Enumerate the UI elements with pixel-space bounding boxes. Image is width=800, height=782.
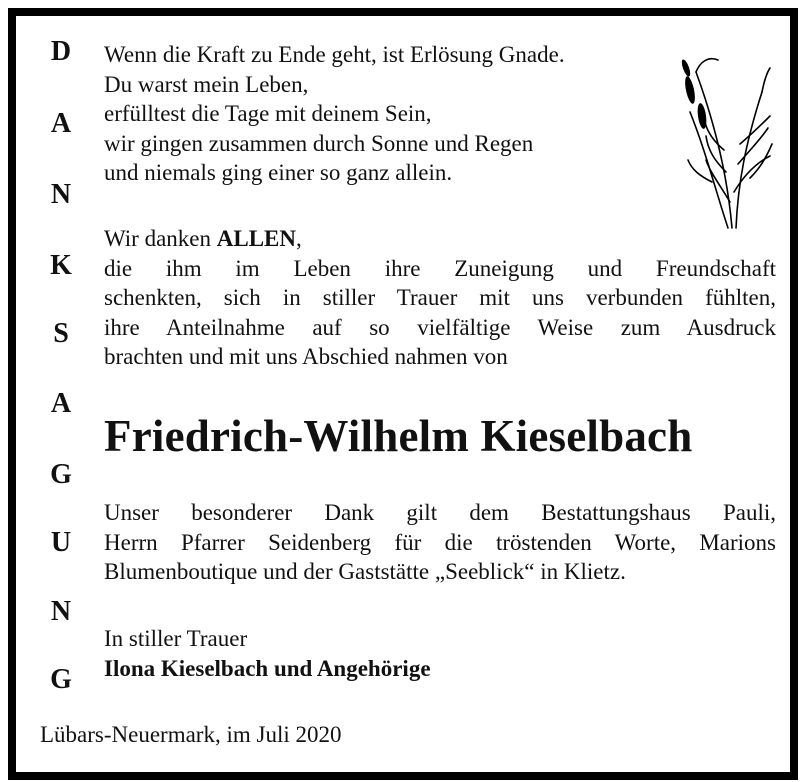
gratitude-line: Blumenboutique und der Gaststätte „Seeblick“ in Klietz. [104,559,626,584]
signers: Ilona Kieselbach und Angehörige [104,655,431,681]
verse-poem [104,40,664,188]
gratitude-line: Unser besonderer Dank gilt dem Bestattungshaus Pauli, [104,500,776,525]
thanks-line: schenkten, sich in stiller Trauer mit uns verbunden fühlten, [104,285,776,310]
vertical-letter: G [50,459,72,490]
thanks-line: die ihm im Leben ihre Zuneigung und Freundschaft [104,255,776,281]
vertical-letter: A [50,388,72,419]
grass-ears-icon [666,32,778,232]
vertical-letter: U [50,527,72,558]
deceased-name: Friedrich-Wilhelm Kieselbach [104,411,693,461]
vertical-letter: K [50,250,72,281]
vertical-letter: D [50,36,72,67]
vertical-letter: N [50,596,72,627]
notice-frame [8,8,798,780]
thanks-intro-emphasis: ALLEN [216,226,297,251]
verse-line: Wenn die Kraft zu Ende geht, ist Erlösung Gnade. [104,42,565,67]
thanks-intro [104,224,776,254]
vertical-letter: A [50,108,72,139]
verse-line: erfülltest die Tage mit deinem Sein, [104,101,432,126]
vertical-letter: G [50,664,72,695]
verse-line: Du warst mein Leben, [104,71,309,97]
thanks-line: brachten und mit uns Abschied nahmen von [104,344,508,369]
vertical-letter: S [53,318,69,349]
verse-line: wir gingen zusammen durch Sonne und Regen [104,130,534,156]
verse-line: und niemals ging einer so ganz allein. [104,160,453,185]
gratitude-line: Herrn Pfarrer Seidenberg für die tröstenden Worte, Marions [104,529,776,555]
thanks-intro-prefix: Wir danken [104,226,217,251]
closing-block [104,624,664,683]
vertical-letter: N [50,179,72,210]
place-date: Lübars-Neuermark, im Juli 2020 [40,722,342,747]
mourning-phrase: In stiller Trauer [104,626,248,651]
gratitude-paragraph [104,498,776,587]
thanks-paragraph [104,224,776,372]
thanks-line: ihre Anteilnahme auf so vielfältige Weise zum Ausdruck [104,314,776,340]
thanks-intro-suffix: , [296,226,302,251]
